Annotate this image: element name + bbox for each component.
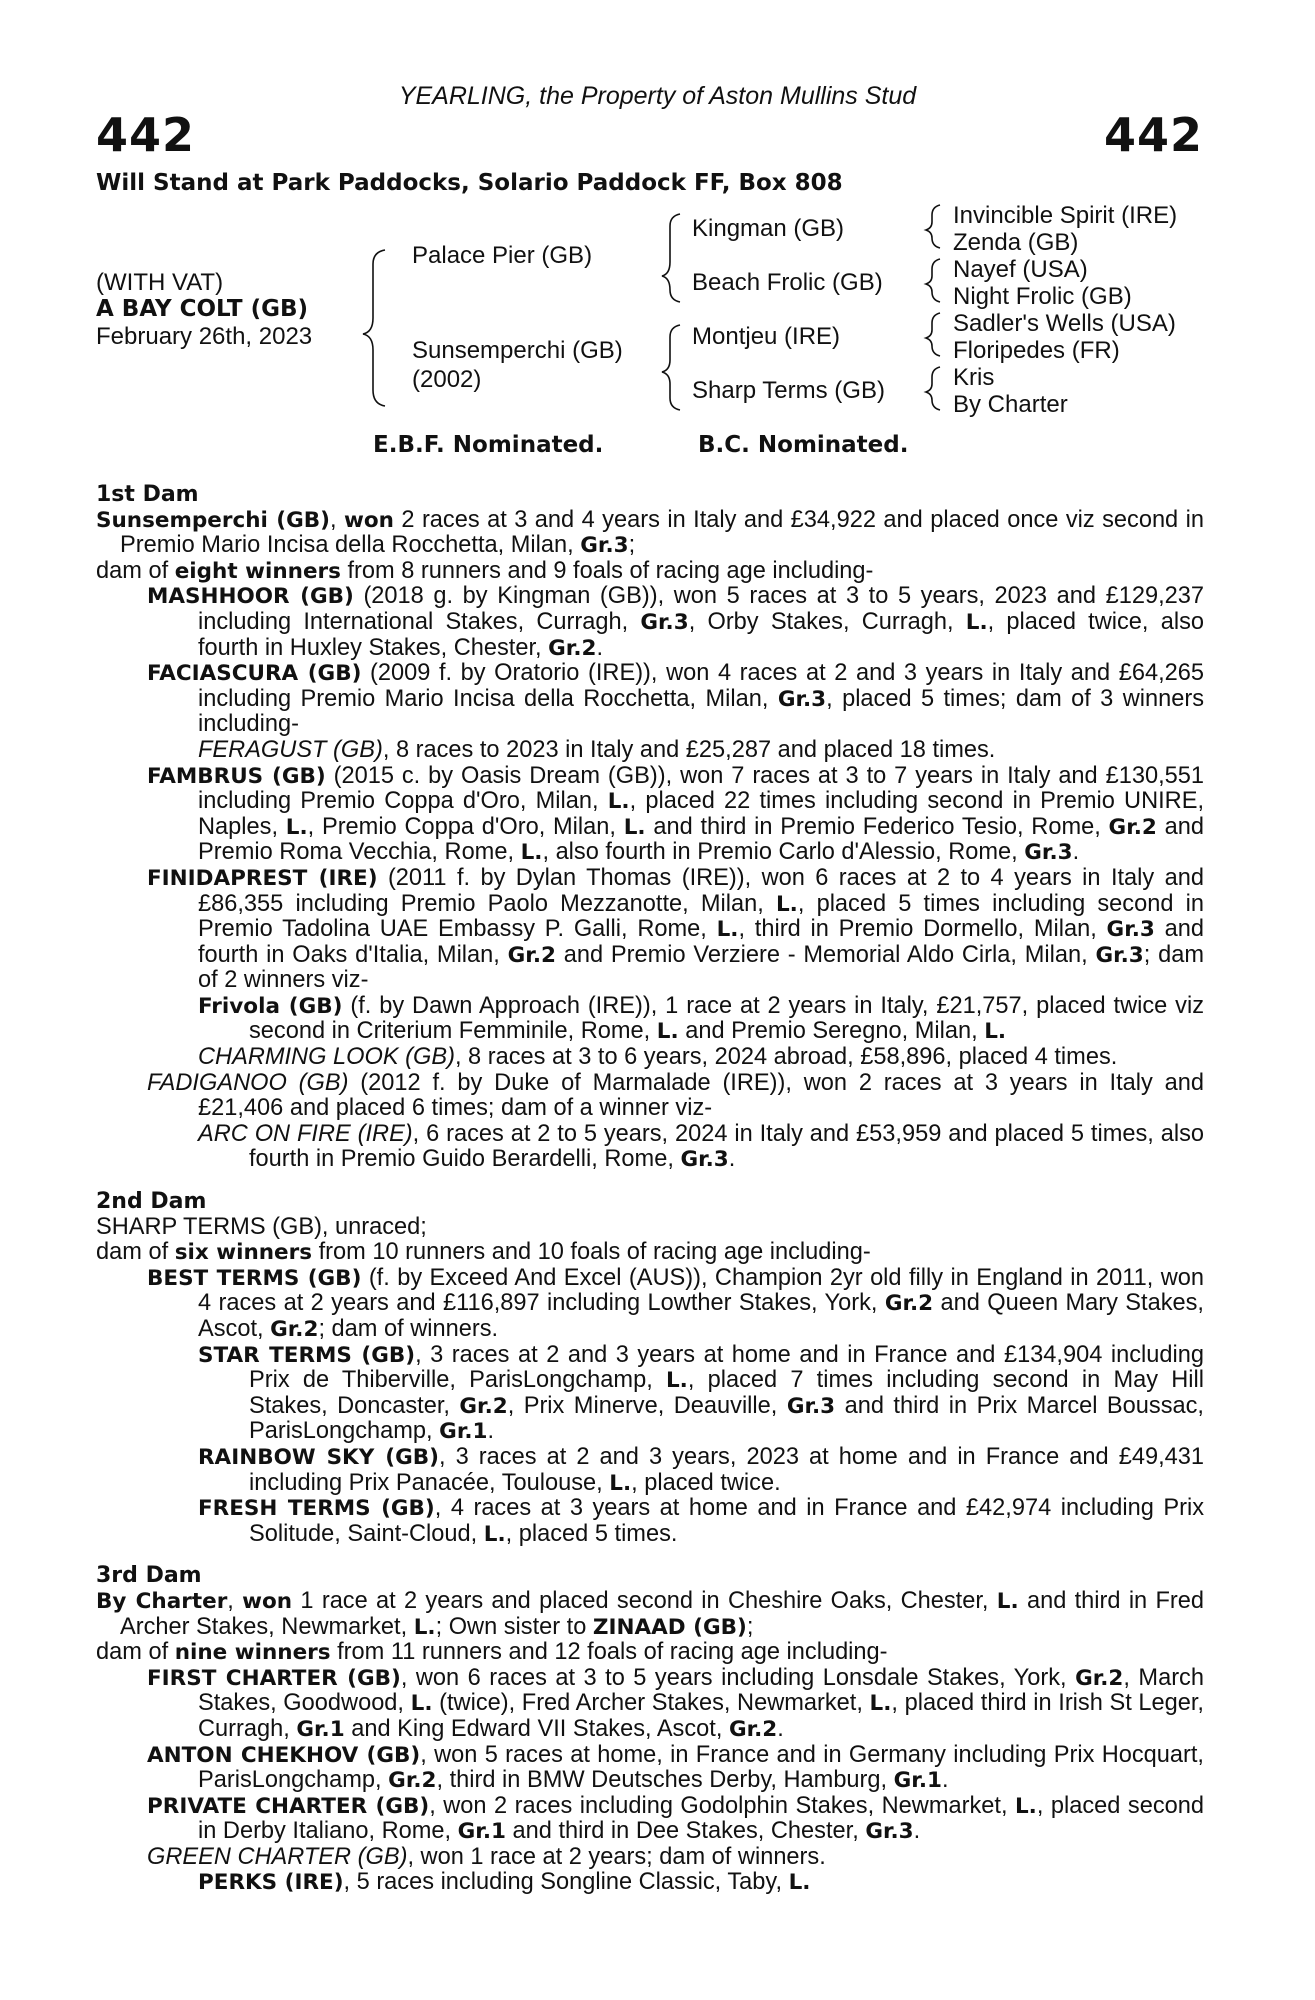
bold-text: Gr.3 <box>1024 840 1073 866</box>
pedigree-gen4-8: By Charter <box>953 391 1068 418</box>
entry-text: , 3 races at 2 and 3 years, 2023 at home and in France and £49,431 including Prix Panacée, Toulouse, <box>249 1443 1204 1496</box>
entry-text: , placed 7 times including second in May Hill Stakes, Doncaster, <box>249 1367 1204 1419</box>
entry-text: and King Edward VII Stakes, Ascot, <box>344 1715 729 1742</box>
entry-text: , placed 5 times. <box>505 1520 678 1547</box>
bold-text: L. <box>788 1870 811 1896</box>
bold-text: six winners <box>174 1240 313 1266</box>
bold-text: Gr.3 <box>680 1147 729 1173</box>
pedigree-gen4-3: Nayef (USA) <box>953 256 1088 283</box>
pedigree-entry <box>147 866 1204 994</box>
bold-text: nine winners <box>174 1640 331 1666</box>
entry-text: ; dam of winners. <box>318 1316 499 1342</box>
pedigree-gen4-5: Sadler's Wells (USA) <box>953 310 1176 337</box>
entry-text: SHARP TERMS (GB), unraced; <box>96 1213 427 1240</box>
vat-note: (WITH VAT) <box>96 269 224 296</box>
horse-name: A BAY COLT (GB) <box>96 296 309 322</box>
entry-text: , placed third in Irish St Leger, Curragh, <box>198 1690 1204 1742</box>
bold-text: Gr.2 <box>459 1393 508 1419</box>
entry-text: , 8 races at 3 to 6 years, 2024 abroad, £58,896, placed 4 times. <box>454 1044 1118 1071</box>
pedigree-dam-sire: Montjeu (IRE) <box>692 323 841 350</box>
entry-text: from 8 runners and 9 foals of racing age including- <box>340 557 874 584</box>
pedigree-gen4-2: Zenda (GB) <box>953 229 1079 256</box>
section-heading: 3rd Dam <box>96 1563 202 1589</box>
bold-text: Gr.2 <box>1108 814 1157 840</box>
bold-text: L. <box>285 814 308 840</box>
bold-text: By Charter <box>96 1588 228 1614</box>
entry-text: (2015 c. by Oasis Dream (GB)), won 7 races at 3 to 7 years in Italy and £130,551 including Premio Coppa d'Oro, Milan, <box>198 762 1205 815</box>
entry-text: and third in Dee Stakes, Chester, <box>505 1818 866 1845</box>
bold-text: FACIASCURA (GB) <box>147 661 362 687</box>
entry-text: and Queen Mary Stakes, Ascot, <box>198 1290 1204 1342</box>
stand-location: Will Stand at Park Paddocks, Solario Paddock FF, Box 808 <box>96 170 843 196</box>
pedigree-entry <box>147 584 1204 661</box>
catalogue-page-body <box>96 482 1204 1896</box>
bold-text: MASHHOOR (GB) <box>147 584 354 610</box>
section-heading: 2nd Dam <box>96 1189 207 1215</box>
entry-text: and Premio Verziere - Memorial Aldo Cirla, Milan, <box>555 941 1096 968</box>
pedigree-sire-dam: Beach Frolic (GB) <box>692 269 883 296</box>
entry-text: . <box>487 1418 495 1445</box>
italic-text: FERAGUST (GB) <box>198 736 383 763</box>
entry-text: from 11 runners and 12 foals of racing age including- <box>330 1639 888 1666</box>
bold-text: Gr.1 <box>457 1819 506 1845</box>
bold-text: L. <box>609 1470 632 1496</box>
pedigree-entry <box>147 1666 1204 1743</box>
page-header-title: YEARLING, the Property of Aston Mullins Stud <box>398 82 917 110</box>
entry-text: (f. by Exceed And Excel (AUS)), Champion 2yr old filly in England in 2011, won 4 races at 2 years and £116,897 including Lowther Stakes, York, <box>198 1264 1205 1317</box>
pedigree-entry <box>198 1870 1204 1896</box>
entry-text: ; <box>746 1613 754 1640</box>
entry-text: , placed 22 times including second in Premio UNIRE, Naples, <box>198 788 1204 840</box>
bold-text: L. <box>413 1614 436 1640</box>
entry-text: , third in Premio Dormello, Milan, <box>738 916 1107 943</box>
bold-text: ANTON CHEKHOV (GB) <box>147 1742 421 1768</box>
pedigree-entry <box>96 559 1204 585</box>
bold-text: Gr.1 <box>439 1419 488 1445</box>
entry-text: (2009 f. by Oratorio (IRE)), won 4 races at 2 and 3 years in Italy and £64,265 including Premio Mario Incisa della Rocchetta, Milan, <box>198 660 1205 712</box>
pedigree-sire-sire: Kingman (GB) <box>692 215 845 242</box>
pedigree-entry <box>198 1045 1204 1071</box>
entry-text: , won 2 races including Godolphin Stakes, Newmarket, <box>429 1792 1015 1819</box>
entry-text: . <box>1072 839 1080 866</box>
pedigree-entry <box>147 764 1204 866</box>
bold-text: STAR TERMS (GB) <box>198 1342 416 1368</box>
bold-text: Gr.1 <box>296 1716 345 1742</box>
italic-text: CHARMING LOOK (GB) <box>198 1044 455 1071</box>
entry-text: dam of <box>96 1639 175 1666</box>
entry-text: and fourth in Oaks d'Italia, Milan, <box>198 916 1204 968</box>
entry-text: . <box>728 1146 736 1173</box>
entry-text: . <box>913 1818 921 1845</box>
entry-text: and third in Prix Marcel Boussac, ParisLongchamp, <box>249 1392 1204 1445</box>
entry-text: , won 1 race at 2 years; dam of winners. <box>407 1843 826 1870</box>
entry-text: , placed 5 times including second in Premio Tadolina UAE Embassy P. Galli, Rome, <box>198 890 1205 943</box>
bold-text: L. <box>520 840 543 866</box>
entry-text: 1 race at 2 years and placed second in Cheshire Oaks, Chester, <box>292 1587 997 1614</box>
entry-text: , also fourth in Premio Carlo d'Alessio, Rome, <box>542 839 1025 866</box>
bold-text: L. <box>410 1691 433 1717</box>
pedigree-entry <box>198 1445 1204 1496</box>
bold-text: L. <box>984 1019 1007 1045</box>
lot-number-left: 442 <box>96 108 196 162</box>
bold-text: Gr.3 <box>786 1393 836 1419</box>
entry-text: (twice), Fred Archer Stakes, Newmarket, <box>432 1690 870 1717</box>
bold-text: L. <box>1014 1793 1037 1819</box>
bold-text: Gr.2 <box>388 1768 437 1794</box>
entry-text: , placed second in Derby Italiano, Rome, <box>198 1792 1204 1845</box>
entry-text: (2011 f. by Dylan Thomas (IRE)), won 6 races at 2 to 4 years in Italy and £86,355 including Premio Paolo Mezzanotte, Milan, <box>198 864 1204 917</box>
bold-text: L. <box>996 1588 1019 1614</box>
bold-text: Gr.2 <box>548 635 597 661</box>
bold-text: Gr.3 <box>1106 917 1155 943</box>
pedigree-entry <box>96 508 1204 559</box>
bold-text: won <box>242 1588 293 1614</box>
bold-text: RAINBOW SKY (GB) <box>198 1444 439 1470</box>
bold-text: L. <box>869 1691 892 1717</box>
pedigree-dam-year: (2002) <box>412 366 482 393</box>
entry-text: ; Own sister to <box>435 1613 593 1640</box>
bold-text: won <box>343 507 394 533</box>
bold-text: PRIVATE CHARTER (GB) <box>147 1793 430 1819</box>
ebf-nomination: E.B.F. Nominated. <box>373 432 604 458</box>
bold-text: FAMBRUS (GB) <box>147 763 326 789</box>
bold-text: Gr.2 <box>1075 1665 1124 1691</box>
bold-text: L. <box>483 1521 506 1547</box>
entry-text: from 10 runners and 10 foals of racing age including- <box>312 1239 871 1266</box>
bold-text: ZINAAD (GB) <box>592 1614 747 1640</box>
entry-text: dam of <box>96 557 175 584</box>
pedigree-entry <box>96 1215 1204 1241</box>
bold-text: Gr.3 <box>777 686 827 712</box>
pedigree-entry <box>147 1794 1204 1845</box>
entry-text: ; dam of 2 winners viz- <box>198 941 1204 994</box>
pedigree-entry <box>147 1845 1204 1871</box>
bold-text: L. <box>965 609 988 635</box>
entry-text: , <box>227 1587 243 1614</box>
bold-text: L. <box>607 789 630 815</box>
pedigree-entry <box>96 1240 1204 1266</box>
pedigree-gen4-1: Invincible Spirit (IRE) <box>953 202 1178 229</box>
bold-text: Gr.1 <box>893 1768 942 1794</box>
entry-text: (2018 g. by Kingman (GB)), won 5 races at 3 to 5 years, 2023 and £129,237 including International Stakes, Curragh, <box>198 583 1204 635</box>
italic-text: GREEN CHARTER (GB) <box>147 1843 408 1870</box>
entry-text: , Prix Minerve, Deauville, <box>507 1392 787 1419</box>
section-heading: 1st Dam <box>96 482 199 507</box>
bold-text: Gr.3 <box>865 1819 914 1845</box>
entry-text: (f. by Dawn Approach (IRE)), 1 race at 2 years in Italy, £21,757, placed twice viz second in Criterium Femminile, Rome, <box>249 992 1204 1045</box>
horse-dob: February 26th, 2023 <box>96 323 313 350</box>
entry-text: . <box>941 1767 949 1794</box>
entry-text: , <box>329 506 344 533</box>
bold-text: Gr.2 <box>728 1716 778 1742</box>
bold-text: L. <box>775 891 798 917</box>
bold-text: Frivola (GB) <box>198 993 343 1019</box>
bold-text: Gr.2 <box>270 1317 319 1342</box>
bold-text: Gr.3 <box>1095 942 1144 968</box>
pedigree-entry <box>198 1496 1204 1547</box>
pedigree-gen4-6: Floripedes (FR) <box>953 337 1120 364</box>
entry-text: . <box>777 1715 784 1742</box>
entry-text: dam of <box>96 1239 175 1266</box>
entry-text: and third in Fred Archer Stakes, Newmarket, <box>120 1587 1204 1640</box>
entry-text: (2012 f. by Duke of Marmalade (IRE)), won 2 races at 3 years in Italy and £21,406 and placed 6 times; dam of a winner viz- <box>198 1069 1204 1122</box>
lot-number-right: 442 <box>1103 108 1203 162</box>
italic-text: ARC ON FIRE (IRE) <box>198 1120 413 1147</box>
entry-text: 2 races at 3 and 4 years in Italy and £34,922 and placed once viz second in Premio Mario Incisa della Rocchetta, Milan, <box>120 506 1204 559</box>
entry-text: ; <box>628 532 636 559</box>
bold-text: L. <box>623 814 646 840</box>
pedigree-entry <box>198 738 1204 764</box>
pedigree-entry <box>96 1589 1204 1640</box>
bold-text: FRESH TERMS (GB) <box>198 1496 435 1522</box>
entry-text: , 6 races at 2 to 5 years, 2024 in Italy and £53,959 and placed 5 times, also fourth in Premio Guido Berardelli, Rome, <box>249 1120 1204 1173</box>
pedigree-entry <box>147 1071 1204 1122</box>
bold-text: Gr.2 <box>884 1291 934 1317</box>
entry-text: , 5 races including Songline Classic, Taby, <box>343 1869 789 1896</box>
entry-text: , 3 races at 2 and 3 years at home and in France and £134,904 including Prix de Thiberville, ParisLongchamp, <box>249 1341 1205 1394</box>
entry-text: , won 5 races at home, in France and in Germany including Prix Hocquart, ParisLongchamp, <box>198 1741 1204 1794</box>
bold-text: FIRST CHARTER (GB) <box>147 1665 401 1691</box>
bold-text: L. <box>716 917 739 943</box>
entry-text: , Orby Stakes, Curragh, <box>688 608 966 635</box>
entry-text: and Premio Seregno, Milan, <box>678 1018 985 1045</box>
entry-text: and third in Premio Federico Tesio, Rome, <box>645 813 1109 840</box>
pedigree-entry <box>147 661 1204 738</box>
entry-text: and Premio Roma Vecchia, Rome, <box>198 813 1204 866</box>
entry-text: , placed twice, also fourth in Huxley Stakes, Chester, <box>198 608 1204 661</box>
entry-text: . <box>596 634 604 661</box>
entry-text: , March Stakes, Goodwood, <box>198 1664 1204 1717</box>
entry-text: , 8 races to 2023 in Italy and £25,287 and placed 18 times. <box>382 736 996 763</box>
bold-text: L. <box>665 1368 688 1394</box>
entry-text: , placed twice. <box>631 1469 781 1496</box>
pedigree-dam: Sunsemperchi (GB) <box>412 337 623 364</box>
bold-text: FINIDAPREST (IRE) <box>147 865 378 891</box>
pedigree-entry <box>198 994 1204 1045</box>
bold-text: BEST TERMS (GB) <box>147 1265 362 1291</box>
bold-text: PERKS (IRE) <box>198 1870 344 1896</box>
bold-text: Gr.3 <box>580 533 629 559</box>
bold-text: Sunsemperchi (GB) <box>96 507 330 533</box>
bold-text: L. <box>656 1019 679 1045</box>
pedigree-entry <box>96 1640 1204 1666</box>
pedigree-gen4-7: Kris <box>953 364 995 391</box>
entry-text: , 4 races at 3 years at home and in France and £42,974 including Prix Solitude, Saint-Cloud, <box>249 1495 1204 1547</box>
pedigree-dam-dam: Sharp Terms (GB) <box>692 377 885 404</box>
pedigree-gen4-4: Night Frolic (GB) <box>953 283 1132 310</box>
entry-text: , third in BMW Deutsches Derby, Hamburg, <box>436 1767 894 1794</box>
pedigree-entry <box>198 1122 1204 1173</box>
entry-text: , Premio Coppa d'Oro, Milan, <box>307 813 624 840</box>
entry-text: , placed 5 times; dam of 3 winners including- <box>198 685 1204 738</box>
pedigree-entry <box>147 1743 1204 1794</box>
bc-nomination: B.C. Nominated. <box>698 432 909 458</box>
italic-text: FADIGANOO (GB) <box>147 1069 349 1096</box>
pedigree-sire: Palace Pier (GB) <box>412 242 593 269</box>
pedigree-entry <box>198 1343 1204 1445</box>
bold-text: Gr.2 <box>507 942 556 968</box>
pedigree-entry <box>147 1266 1204 1343</box>
bold-text: eight winners <box>174 558 341 584</box>
entry-text: , won 6 races at 3 to 5 years including Lonsdale Stakes, York, <box>400 1664 1076 1691</box>
bold-text: Gr.3 <box>640 609 689 635</box>
